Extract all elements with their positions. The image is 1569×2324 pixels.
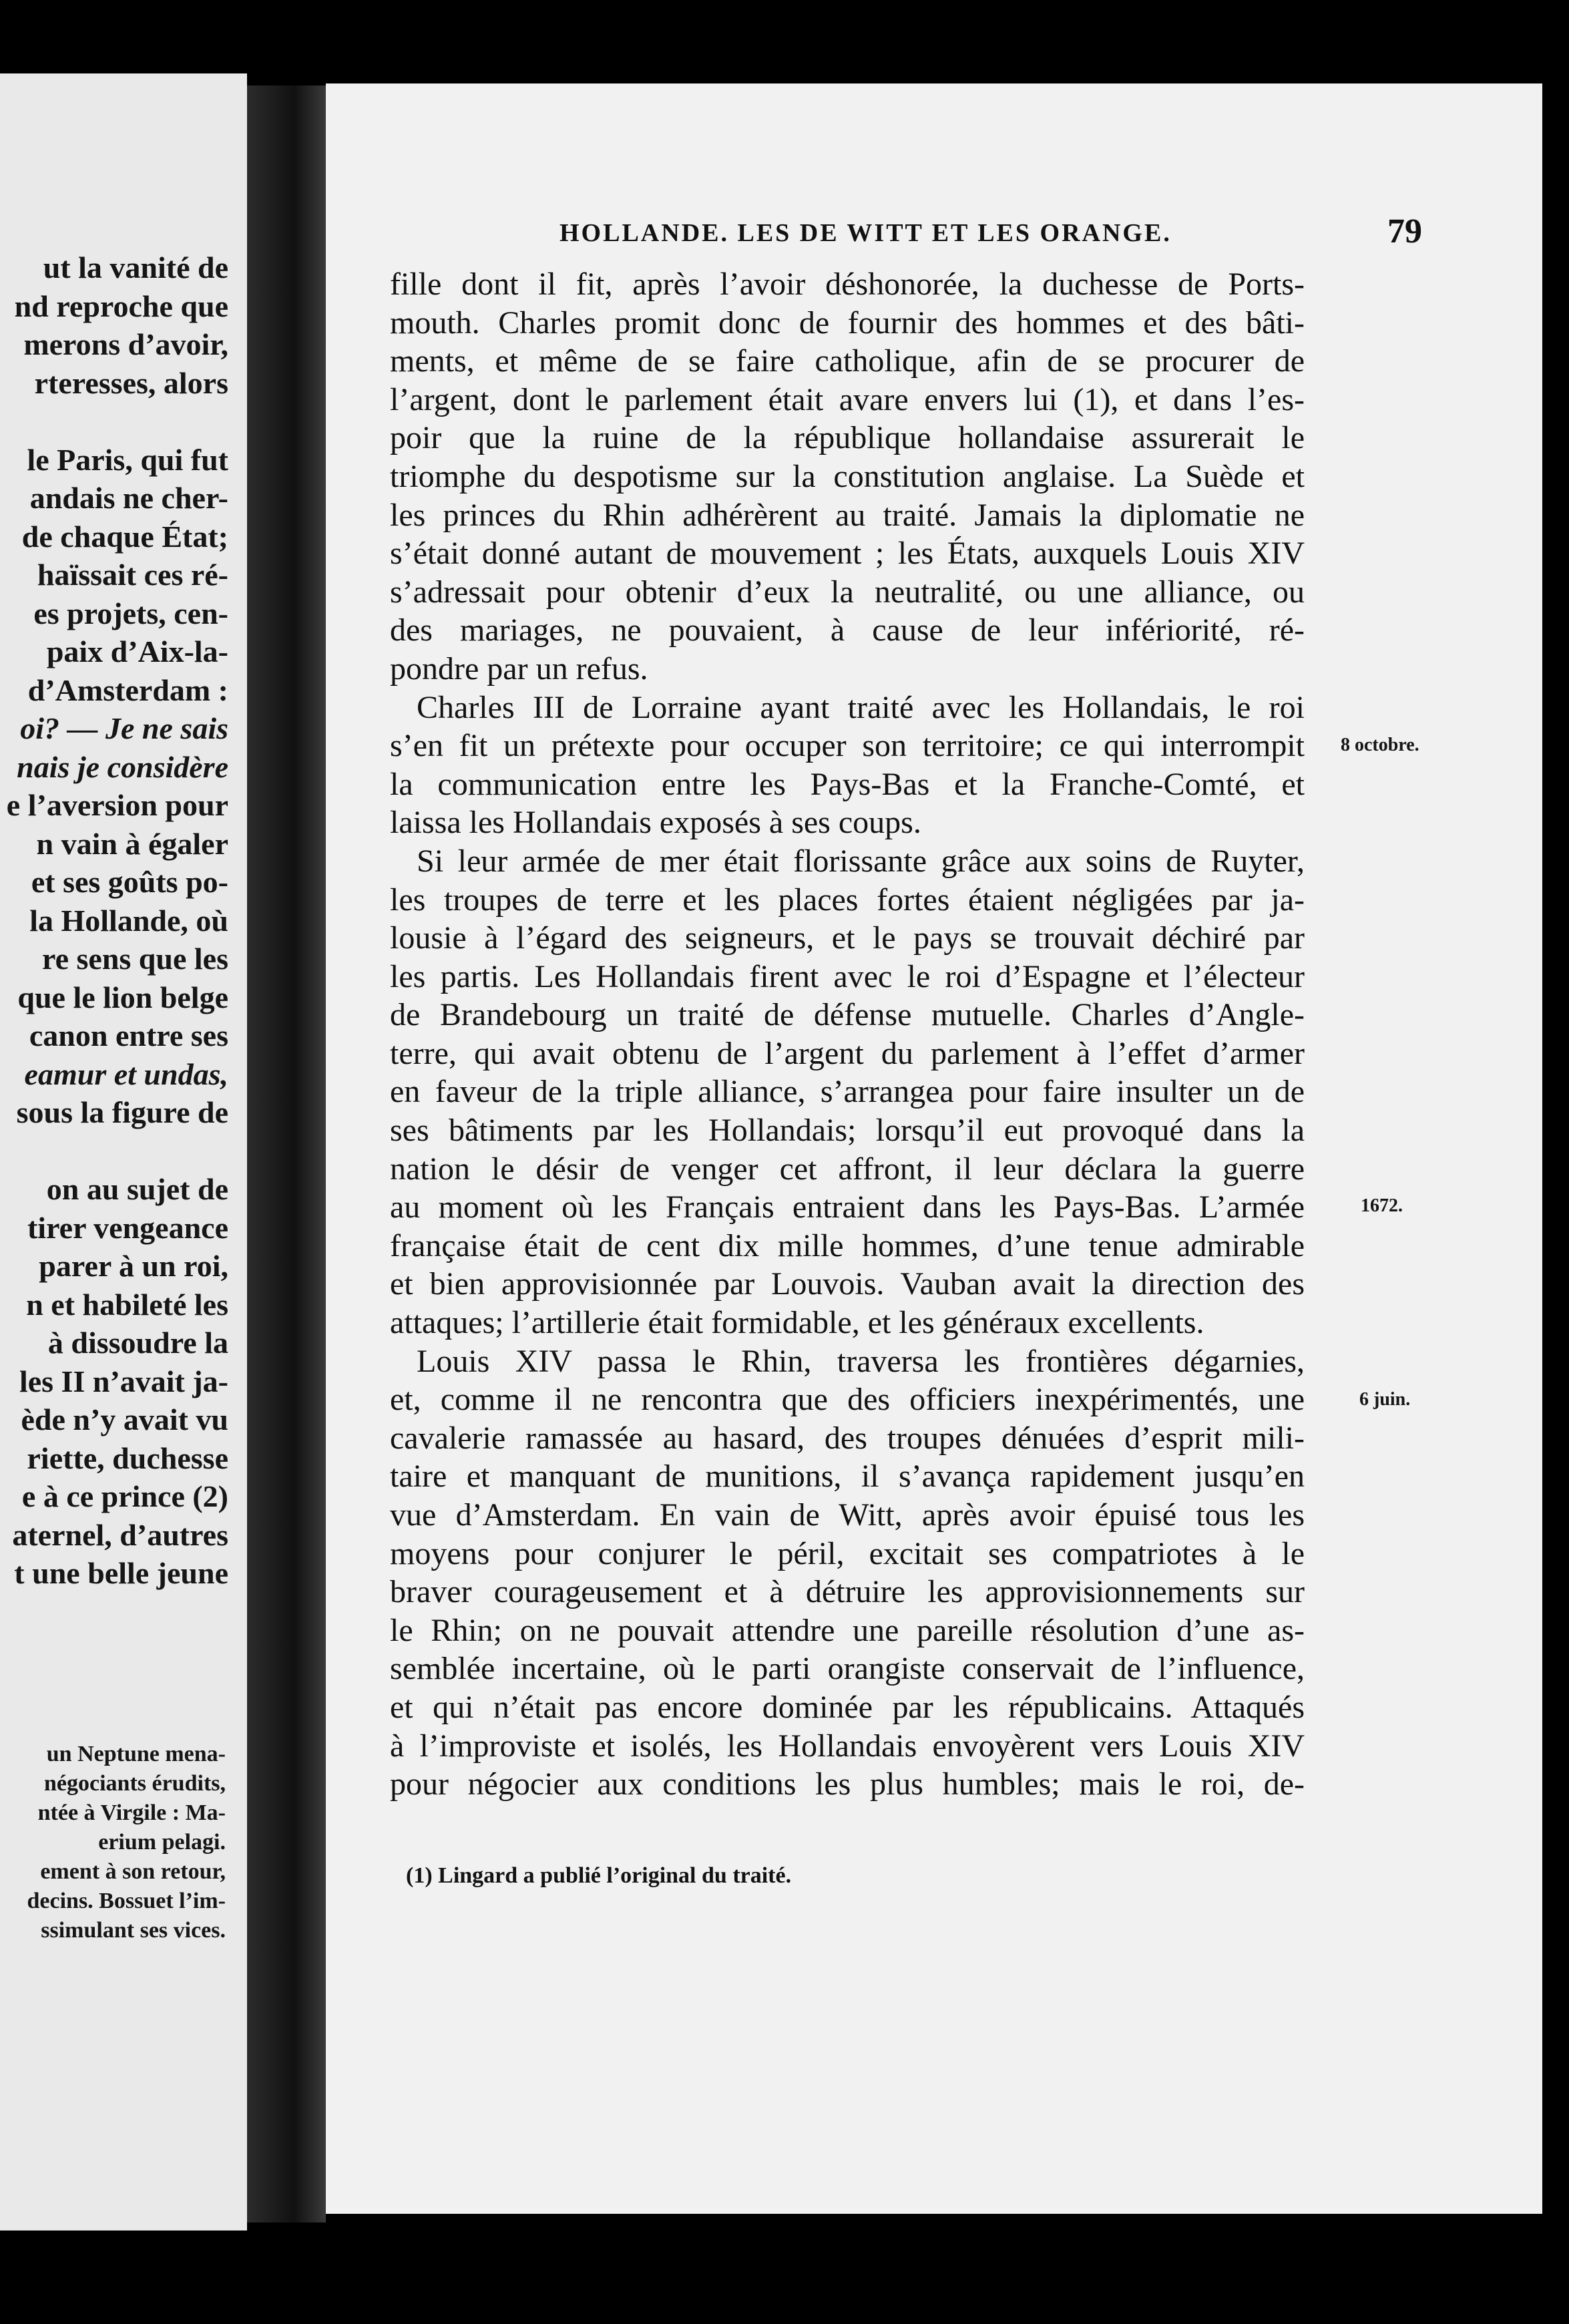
- left-text-line: sous la figure de: [16, 1095, 228, 1129]
- left-page: [0, 73, 247, 2231]
- text-line: s’en fit un prétexte pour occuper son territoire; ce qui interrompit: [390, 728, 1305, 764]
- text-line: les troupes de terre et les places fortes étaient négligées par ja-: [390, 882, 1305, 918]
- right-page: [326, 83, 1542, 2214]
- running-head: HOLLANDE. LES DE WITT ET LES ORANGE.: [559, 219, 1172, 247]
- left-text-line: [0, 402, 228, 441]
- text-line: et qui n’était pas encore dominée par les républicains. Attaqués: [390, 1689, 1305, 1725]
- text-line: ses bâtiments par les Hollandais; lorsqu’il eut provoqué dans la: [390, 1113, 1305, 1149]
- left-text-line: que le lion belge: [17, 980, 228, 1014]
- text-line: au moment où les Français entraient dans les Pays-Bas. L’armée: [390, 1189, 1305, 1225]
- left-text-line: merons d’avoir,: [23, 327, 228, 361]
- left-text-line: e l’aversion pour: [6, 788, 228, 822]
- text-line: le Rhin; on ne pouvait attendre une pareille résolution d’une as-: [390, 1612, 1305, 1648]
- text-line: l’argent, dont le parlement était avare envers lui (1), et dans l’es-: [390, 381, 1305, 417]
- left-footnote-line: ssimulant ses vices.: [41, 1918, 226, 1943]
- margin-note-juin: 6 juin.: [1359, 1389, 1411, 1410]
- left-text-line: oi? — Je ne sais: [20, 711, 228, 745]
- text-line: et bien approvisionnée par Louvois. Vauban avait la direction des: [390, 1266, 1305, 1302]
- text-line: et, comme il ne rencontra que des officiers inexpérimentés, une: [390, 1382, 1305, 1418]
- text-line: nation le désir de venger cet affront, il leur déclara la guerre: [390, 1151, 1305, 1187]
- text-line: fille dont il fit, après l’avoir déshonorée, la duchesse de Ports-: [390, 266, 1305, 302]
- left-text-line: les II n’avait ja-: [19, 1364, 228, 1398]
- text-line: à l’improviste et isolés, les Hollandais envoyèrent vers Louis XIV: [390, 1728, 1305, 1764]
- text-line: triomphe du despotisme sur la constitution anglaise. La Suède et: [390, 458, 1305, 494]
- text-line: pour négocier aux conditions les plus humbles; mais le roi, de-: [390, 1766, 1305, 1802]
- left-text-line: e à ce prince (2): [21, 1479, 228, 1513]
- left-text-line: rteresses, alors: [34, 365, 228, 400]
- left-text-line: ut la vanité de: [43, 250, 228, 284]
- text-line: attaques; l’artillerie était formidable, et les généraux excellents.: [390, 1305, 1204, 1341]
- left-text-line: haïssait ces ré-: [37, 558, 228, 592]
- left-footnote-line: decins. Bossuet l’im-: [27, 1889, 226, 1913]
- text-line: moyens pour conjurer le péril, excitait ses compatriotes à le: [390, 1535, 1305, 1571]
- left-text-line: t une belle jeune: [14, 1556, 228, 1590]
- left-text-line: ède n’y avait vu: [21, 1402, 228, 1436]
- text-line: Louis XIV passa le Rhin, traversa les frontières dégarnies,: [417, 1343, 1305, 1379]
- left-text-line: n et habileté les: [26, 1287, 228, 1322]
- text-line: les partis. Les Hollandais firent avec le roi d’Espagne et l’électeur: [390, 958, 1305, 994]
- text-line: s’adressait pour obtenir d’eux la neutralité, ou une alliance, ou: [390, 574, 1305, 610]
- left-text-line: andais ne cher-: [29, 481, 228, 515]
- text-line: mouth. Charles promit donc de fournir des hommes et des bâti-: [390, 305, 1305, 341]
- text-line: lousie à l’égard des seigneurs, et le pays se trouvait déchiré par: [390, 920, 1305, 956]
- footnote: (1) Lingard a publié l’original du traité.: [406, 1863, 792, 1888]
- text-line: cavalerie ramassée au hasard, des troupes dénuées d’esprit mili-: [390, 1420, 1305, 1456]
- left-footnote-line: ement à son retour,: [40, 1859, 226, 1884]
- left-footnote-line: ntée à Virgile : Ma-: [37, 1800, 226, 1825]
- left-page-text: [0, 248, 228, 1593]
- left-text-line: [0, 1132, 228, 1171]
- text-line: les princes du Rhin adhérèrent au traité. Jamais la diplomatie ne: [390, 497, 1305, 533]
- left-footnote-line: un Neptune mena-: [46, 1742, 226, 1766]
- text-line: des mariages, ne pouvaient, à cause de leur infériorité, ré-: [390, 612, 1305, 648]
- margin-note-year: 1672.: [1361, 1195, 1403, 1216]
- text-line: la communication entre les Pays-Bas et la Franche-Comté, et: [390, 766, 1305, 802]
- left-text-line: et ses goûts po-: [31, 865, 228, 899]
- text-line: s’était donné autant de mouvement ; les États, auxquels Louis XIV: [390, 536, 1305, 572]
- left-text-line: riette, duchesse: [27, 1440, 228, 1475]
- left-text-line: eamur et undas,: [24, 1056, 228, 1091]
- left-text-line: re sens que les: [42, 942, 228, 976]
- left-text-line: aternel, d’autres: [12, 1517, 228, 1552]
- text-line: vue d’Amsterdam. En vain de Witt, après avoir épuisé tous les: [390, 1497, 1305, 1533]
- left-page-footnotes: [0, 1740, 226, 1945]
- left-text-line: la Hollande, où: [29, 903, 228, 938]
- left-text-line: tirer vengeance: [27, 1210, 228, 1245]
- left-text-line: es projets, cen-: [33, 596, 228, 630]
- text-line: Charles III de Lorraine ayant traité avec les Hollandais, le roi: [417, 689, 1305, 725]
- text-line: pondre par un refus.: [390, 650, 648, 687]
- left-text-line: à dissoudre la: [47, 1326, 228, 1360]
- left-text-line: nd reproche que: [14, 288, 228, 323]
- book-gutter: [247, 85, 326, 2222]
- left-text-line: le Paris, qui fut: [27, 442, 228, 477]
- left-text-line: de chaque État;: [21, 519, 228, 554]
- text-line: braver courageusement et à détruire les approvisionnements sur: [390, 1574, 1305, 1610]
- left-text-line: paix d’Aix-la-: [46, 634, 228, 668]
- left-footnote-line: erium pelagi.: [98, 1830, 226, 1855]
- text-line: poir que la ruine de la république hollandaise assurerait le: [390, 420, 1305, 456]
- text-line: de Brandebourg un traité de défense mutuelle. Charles d’Angle-: [390, 997, 1305, 1033]
- text-line: laissa les Hollandais exposés à ses coups.: [390, 805, 921, 841]
- text-line: terre, qui avait obtenu de l’argent du parlement à l’effet d’armer: [390, 1035, 1305, 1071]
- text-line: ments, et même de se faire catholique, afin de se procurer de: [390, 343, 1305, 379]
- left-footnote-line: négociants érudits,: [44, 1771, 226, 1796]
- margin-note-octobre: 8 octobre.: [1341, 735, 1419, 755]
- left-text-line: canon entre ses: [29, 1018, 228, 1052]
- left-text-line: parer à un roi,: [39, 1249, 228, 1283]
- left-text-line: nais je considère: [17, 749, 228, 784]
- left-text-line: d’Amsterdam :: [27, 672, 228, 707]
- text-line: semblée incertaine, où le parti orangiste conservait de l’influence,: [390, 1651, 1305, 1687]
- text-line: Si leur armée de mer était florissante grâce aux soins de Ruyter,: [417, 843, 1305, 879]
- page-number: 79: [1387, 212, 1422, 250]
- left-text-line: n vain à égaler: [36, 826, 228, 861]
- left-text-line: on au sujet de: [46, 1172, 228, 1206]
- text-line: taire et manquant de munitions, il s’avança rapidement jusqu’en: [390, 1459, 1305, 1495]
- body-text: [390, 265, 1305, 1804]
- text-line: française était de cent dix mille hommes, d’une tenue admirable: [390, 1227, 1305, 1264]
- text-line: en faveur de la triple alliance, s’arrangea pour faire insulter un de: [390, 1074, 1305, 1110]
